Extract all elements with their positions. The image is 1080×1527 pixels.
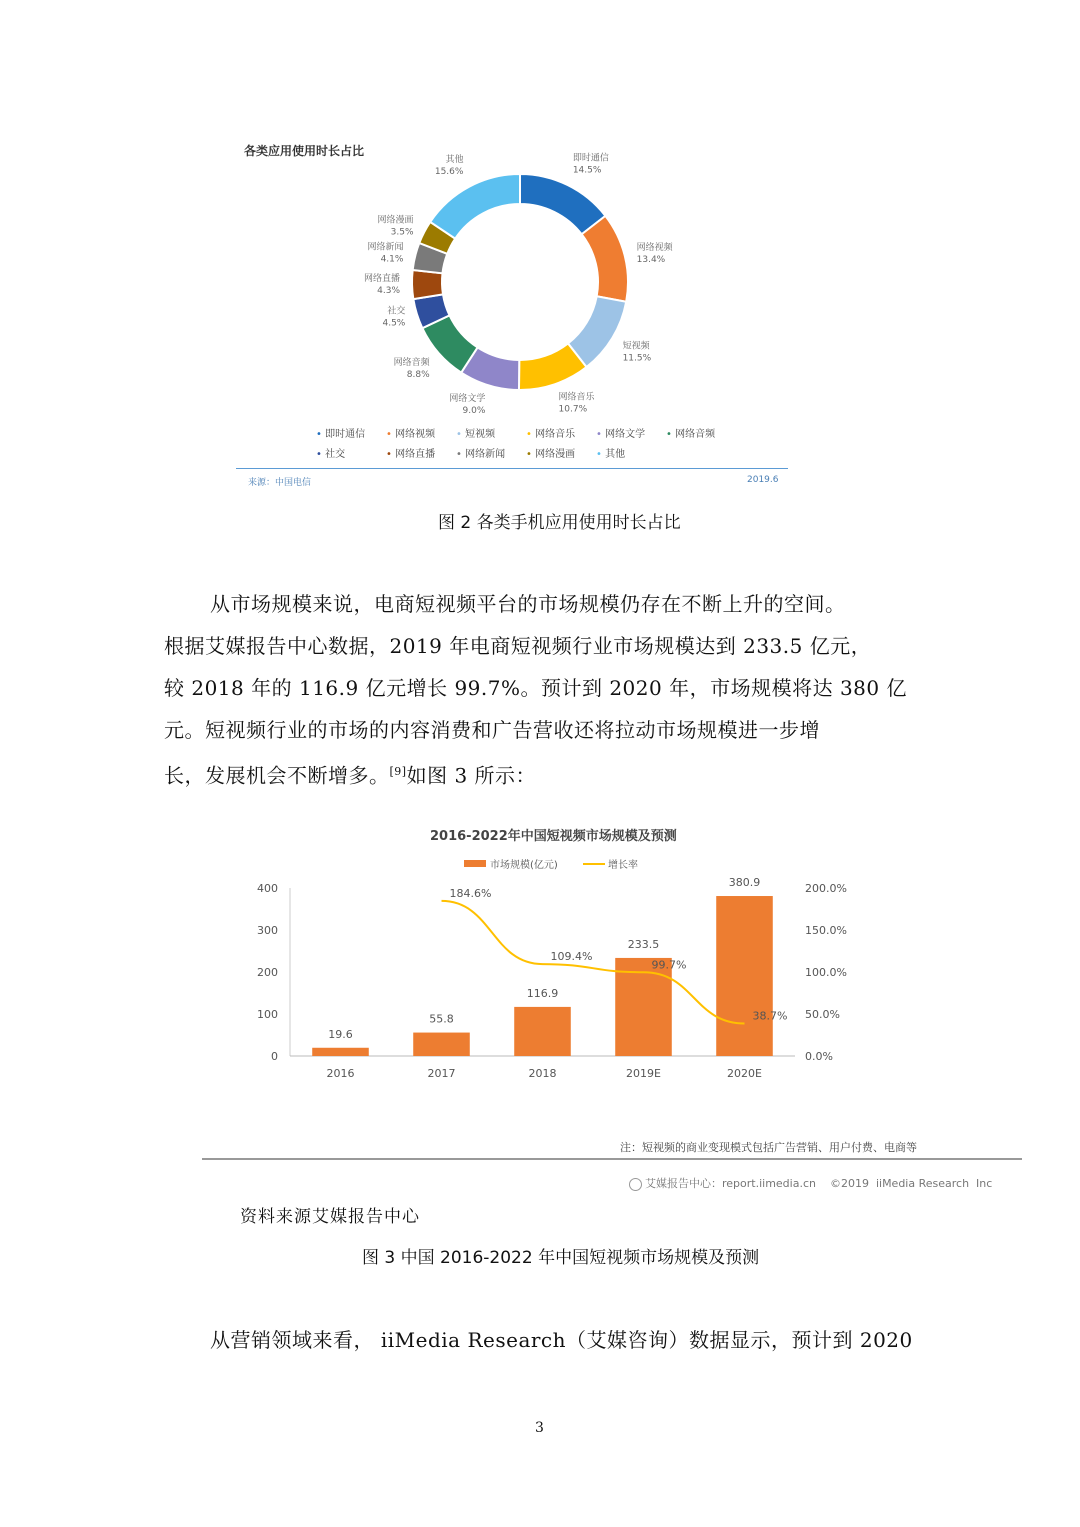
citation-9[interactable]: [9] (389, 765, 407, 778)
x-tick-label: 2017 (427, 1067, 456, 1080)
y-right-tick-label: 150.0% (805, 924, 847, 937)
bar (413, 1033, 470, 1056)
figure2-caption: 图 2 各类手机应用使用时长占比 (438, 513, 681, 533)
donut-slice-label: 网络直播 (364, 273, 401, 284)
market-size-chart (240, 820, 860, 1090)
legend-dot-icon: • (596, 429, 606, 440)
donut-slice-value: 4.5% (382, 318, 406, 329)
donut-slice-label: 即时通信 (572, 153, 609, 164)
donut-slice-label: 网络视频 (636, 242, 673, 253)
figure2-chart-title: 各类应用使用时长占比 (244, 144, 365, 158)
legend-dot-icon: • (526, 429, 536, 440)
legend-label: 网络音乐 (535, 429, 576, 440)
legend-label: 短视频 (465, 429, 496, 440)
legend-label: 网络视频 (395, 429, 436, 440)
y-left-tick-label: 0 (271, 1050, 278, 1063)
figure3-note: 注：短视频的商业变现模式包括广告营销、用户付费、电商等 (620, 1141, 917, 1154)
legend-dot-icon: • (526, 449, 536, 460)
bar (716, 896, 773, 1056)
donut-slice-label: 网络漫画 (377, 215, 414, 226)
donut-slice-value: 3.5% (390, 227, 414, 238)
growth-rate-label: 38.7% (752, 1009, 788, 1023)
legend-dot-icon: • (386, 449, 396, 460)
legend-dot-icon: • (316, 449, 326, 460)
legend-item (666, 425, 715, 440)
legend-bar-swatch (464, 860, 486, 867)
legend-item (526, 425, 575, 440)
x-tick-label: 2020E (727, 1067, 762, 1080)
figure3-footer (622, 1162, 992, 1191)
paragraph-1-line-2: 根据艾媒报告中心数据，2019 年电商短视频行业市场规模达到 233.5 亿元， (164, 634, 872, 658)
x-tick-label: 2019E (626, 1067, 661, 1080)
donut-slice-label: 网络新闻 (367, 242, 404, 253)
figure3-source: 资料来源艾媒报告中心 (240, 1207, 420, 1227)
bar-value-label: 55.8 (429, 1012, 454, 1026)
donut-legend (316, 425, 736, 465)
figure2-source: 来源：中国电信 (248, 478, 312, 488)
figure3-divider (202, 1158, 1022, 1160)
figure3-caption: 图 3 中国 2016-2022 年中国短视频市场规模及预测 (362, 1248, 760, 1268)
donut-slice-value: 13.4% (636, 254, 666, 265)
paragraph-1 (164, 583, 907, 793)
donut-slice-value: 4.1% (380, 254, 404, 265)
legend-label: 网络新闻 (465, 449, 506, 460)
paragraph-1-line-4: 元。短视频行业的市场的内容消费和广告营收还将拉动市场规模进一步增 (164, 718, 820, 742)
donut-slice-value: 15.6% (434, 167, 464, 178)
legend-item (316, 425, 365, 440)
bar-value-label: 233.5 (627, 937, 660, 951)
bar (312, 1048, 369, 1056)
legend-label: 社交 (325, 449, 346, 460)
paragraph-1-line-5 (164, 751, 907, 793)
donut-slice (430, 174, 520, 239)
figure3-footer-text: 艾媒报告中心：report.iimedia.cn ©2019 iiMedia Research Inc (645, 1177, 993, 1190)
bar-value-label: 380.9 (728, 876, 761, 890)
growth-rate-label: 109.4% (550, 950, 593, 964)
donut-slice-label: 其他 (445, 155, 464, 166)
paragraph-1-line-3: 较 2018 年的 116.9 亿元增长 99.7%。预计到 2020 年，市场规模将达 380 亿 (164, 676, 907, 700)
legend-label: 网络直播 (395, 449, 436, 460)
donut-chart (300, 153, 760, 416)
legend-label: 其他 (605, 449, 626, 460)
donut-slice-label: 网络音频 (393, 357, 430, 368)
paragraph-1-line-5-tail: 如图 3 所示： (406, 763, 537, 788)
legend-label: 网络漫画 (535, 449, 576, 460)
figure2-date: 2019.6 (747, 475, 779, 485)
donut-slice (582, 216, 628, 302)
bar (514, 1007, 571, 1056)
paragraph-1-line-5-text: 长，发展机会不断增多。 (164, 763, 390, 788)
page-number: 3 (535, 1420, 544, 1436)
bar-chart-title: 2016-2022年中国短视频市场规模及预测 (430, 829, 677, 844)
donut-slice-label: 短视频 (622, 341, 650, 352)
donut-slice-value: 9.0% (462, 405, 486, 416)
legend-item (596, 445, 625, 460)
donut-slice-value: 11.5% (622, 353, 652, 364)
donut-slice-label: 社交 (387, 306, 406, 317)
paragraph-1-line-1: 从市场规模来说，电商短视频平台的市场规模仍存在不断上升的空间。 (210, 592, 846, 616)
y-left-tick-label: 400 (257, 882, 278, 895)
paragraph-2: 从营销领域来看， iiMedia Research（艾媒咨询）数据显示，预计到 2020 (210, 1328, 913, 1352)
y-right-tick-label: 0.0% (805, 1050, 833, 1063)
growth-rate-line (442, 901, 745, 1024)
growth-rate-label: 184.6% (449, 886, 492, 900)
legend-dot-icon: • (386, 429, 396, 440)
donut-slice-label: 网络文学 (449, 393, 486, 404)
legend-item (456, 425, 495, 440)
legend-dot-icon: • (316, 429, 326, 440)
y-right-tick-label: 50.0% (805, 1008, 840, 1021)
bar-value-label: 19.6 (328, 1027, 353, 1041)
x-tick-label: 2018 (528, 1067, 557, 1080)
legend-bar-label: 市场规模(亿元) (490, 860, 558, 871)
legend-dot-icon: • (456, 449, 466, 460)
legend-dot-icon: • (666, 429, 676, 440)
legend-item (316, 445, 345, 460)
legend-label: 网络文学 (605, 429, 646, 440)
legend-dot-icon: • (456, 429, 466, 440)
donut-slice (412, 270, 443, 299)
legend-item (456, 445, 505, 460)
y-left-tick-label: 200 (257, 966, 278, 979)
legend-item (526, 445, 575, 460)
legend-item (596, 425, 645, 440)
donut-slice-label: 网络音乐 (558, 392, 595, 403)
donut-slice-value: 14.5% (572, 165, 602, 176)
legend-item (386, 425, 435, 440)
legend-label: 即时通信 (325, 429, 366, 440)
y-left-tick-label: 100 (257, 1008, 278, 1021)
legend-label: 网络音频 (675, 429, 716, 440)
donut-slice-value: 4.3% (377, 285, 401, 296)
y-right-tick-label: 100.0% (805, 966, 847, 979)
y-left-tick-label: 300 (257, 924, 278, 937)
y-right-tick-label: 200.0% (805, 882, 847, 895)
growth-rate-label: 99.7% (651, 958, 687, 972)
x-tick-label: 2016 (326, 1067, 355, 1080)
donut-slice-value: 8.8% (406, 369, 430, 380)
bar-value-label: 116.9 (526, 986, 559, 1000)
donut-slice-value: 10.7% (558, 404, 588, 415)
legend-line-label: 增长率 (608, 860, 638, 871)
legend-dot-icon: • (596, 449, 606, 460)
iimedia-logo-icon (629, 1178, 642, 1191)
figure2-divider (236, 468, 788, 469)
legend-item (386, 445, 435, 460)
